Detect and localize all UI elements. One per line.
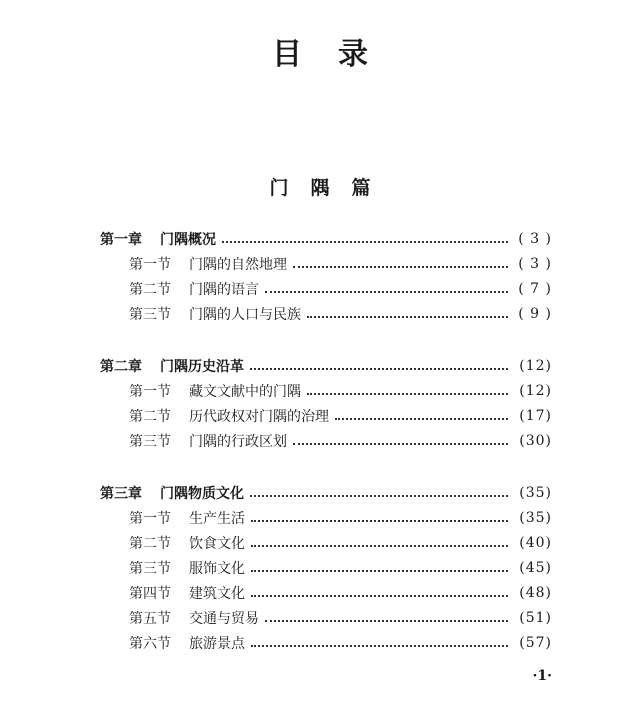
toc-section[interactable] xyxy=(129,507,552,529)
toc-section[interactable] xyxy=(129,607,552,629)
page-ref: (45) xyxy=(519,560,552,576)
section-number: 第三节 xyxy=(129,307,171,323)
section-title: 饮食文化 xyxy=(189,536,245,552)
dot-leader xyxy=(335,418,508,420)
section-number: 第一节 xyxy=(129,511,171,527)
page-ref: (40) xyxy=(519,535,552,551)
page-ref: ( 3 ) xyxy=(518,256,552,272)
page-ref: ( 7 ) xyxy=(518,281,552,297)
section-title: 交通与贸易 xyxy=(189,611,259,627)
dot-leader xyxy=(251,595,508,597)
section-title: 生产生活 xyxy=(189,511,245,527)
section-number: 第五节 xyxy=(129,611,171,627)
page-title: 目录 xyxy=(272,37,404,72)
toc-section[interactable] xyxy=(129,303,552,325)
section-title: 建筑文化 xyxy=(189,586,245,602)
dot-leader xyxy=(251,645,508,647)
toc-section[interactable] xyxy=(129,278,552,300)
toc-section[interactable] xyxy=(129,532,552,554)
dot-leader xyxy=(222,241,508,243)
page-ref: (48) xyxy=(519,585,552,601)
chapter-number: 第二章 xyxy=(100,359,142,375)
toc-section[interactable] xyxy=(129,582,552,604)
page-ref: ( 3 ) xyxy=(518,231,552,247)
dot-leader xyxy=(251,545,508,547)
toc-chapter-2[interactable] xyxy=(100,355,552,377)
section-title: 门隅的行政区划 xyxy=(189,434,287,450)
dot-leader xyxy=(293,443,508,445)
chapter-title: 门隅历史沿革 xyxy=(160,359,244,375)
toc-section[interactable] xyxy=(129,405,552,427)
page-ref: (30) xyxy=(519,433,552,449)
dot-leader xyxy=(307,393,508,395)
toc-section[interactable] xyxy=(129,380,552,402)
part-title: 门隅篇 xyxy=(269,177,393,199)
section-title: 藏文文献中的门隅 xyxy=(189,384,301,400)
dot-leader xyxy=(307,316,508,318)
section-title: 旅游景点 xyxy=(189,636,245,652)
toc-section[interactable] xyxy=(129,557,552,579)
page-ref: (12) xyxy=(519,358,552,374)
chapter-number: 第一章 xyxy=(100,232,142,248)
dot-leader xyxy=(293,266,508,268)
page-ref: (35) xyxy=(519,510,552,526)
chapter-title: 门隅概况 xyxy=(160,232,216,248)
section-title: 服饰文化 xyxy=(189,561,245,577)
toc-section[interactable] xyxy=(129,632,552,654)
section-number: 第三节 xyxy=(129,434,171,450)
section-title: 门隅的自然地理 xyxy=(189,257,287,273)
page-ref: (51) xyxy=(519,610,552,626)
section-number: 第六节 xyxy=(129,636,171,652)
toc-section[interactable] xyxy=(129,430,552,452)
dot-leader xyxy=(265,291,508,293)
dot-leader xyxy=(265,620,508,622)
dot-leader xyxy=(251,520,508,522)
section-number: 第二节 xyxy=(129,536,171,552)
section-number: 第一节 xyxy=(129,384,171,400)
toc-chapter-1[interactable] xyxy=(100,228,552,250)
page-ref: (57) xyxy=(519,635,552,651)
page-ref: (12) xyxy=(519,383,552,399)
page-number: ·1· xyxy=(532,668,552,684)
section-number: 第一节 xyxy=(129,257,171,273)
page-ref: ( 9 ) xyxy=(518,306,552,322)
section-number: 第二节 xyxy=(129,409,171,425)
section-number: 第三节 xyxy=(129,561,171,577)
section-number: 第四节 xyxy=(129,586,171,602)
section-number: 第二节 xyxy=(129,282,171,298)
page-ref: (17) xyxy=(519,408,552,424)
chapter-title: 门隅物质文化 xyxy=(160,486,244,502)
section-title: 历代政权对门隅的治理 xyxy=(189,409,329,425)
dot-leader xyxy=(251,570,508,572)
chapter-number: 第三章 xyxy=(100,486,142,502)
section-title: 门隅的人口与民族 xyxy=(189,307,301,323)
section-title: 门隅的语言 xyxy=(189,282,259,298)
dot-leader xyxy=(250,495,508,497)
toc-chapter-3[interactable] xyxy=(100,482,552,504)
page-ref: (35) xyxy=(519,485,552,501)
toc-section[interactable] xyxy=(129,253,552,275)
dot-leader xyxy=(250,368,508,370)
